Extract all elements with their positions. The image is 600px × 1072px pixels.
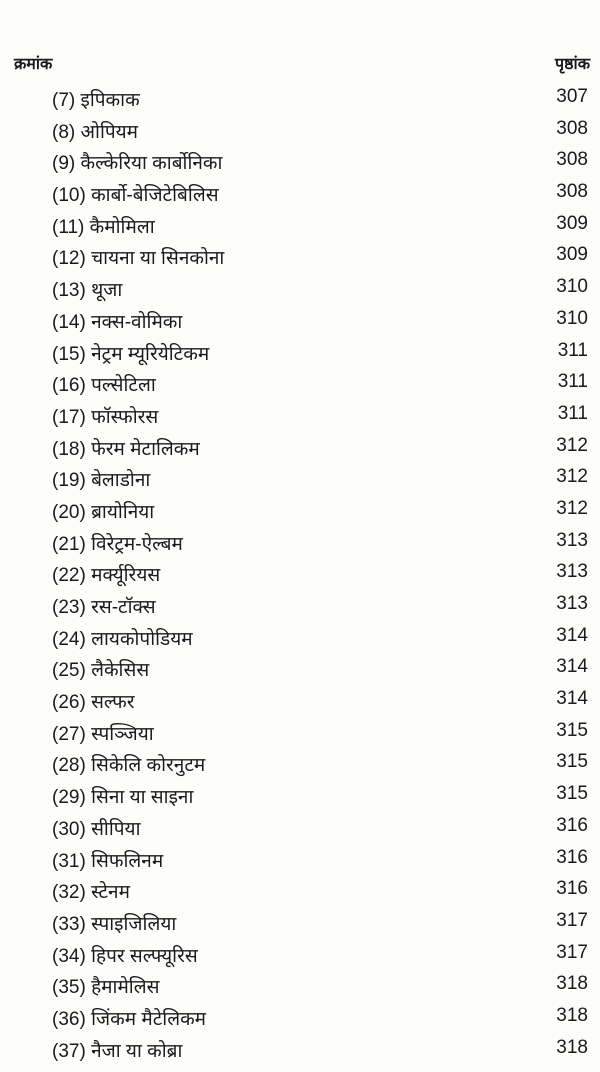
entry-number: (36)	[52, 1008, 86, 1030]
entry-name: इपिकाक	[80, 90, 140, 111]
list-item	[0, 147, 600, 179]
entry-page-number: 313	[556, 593, 588, 614]
entry-page-number: 316	[556, 878, 588, 900]
list-item	[0, 749, 600, 781]
entry-name: जिंकम मैटेलिकम	[91, 1008, 207, 1030]
entry-number: (19)	[52, 470, 86, 492]
list-item	[0, 242, 600, 274]
entry-label	[52, 149, 222, 175]
entry-page-number: 312	[556, 497, 588, 519]
serial-column-heading: क्रमांक	[14, 54, 53, 73]
list-item	[0, 464, 600, 496]
entry-name: लैकेसिस	[91, 660, 150, 682]
entry-number: (10)	[52, 185, 86, 207]
entry-number: (20)	[52, 501, 86, 523]
list-item	[0, 528, 600, 560]
entry-label	[52, 878, 130, 904]
entry-number: (15)	[52, 343, 86, 365]
entry-name: सल्फर	[91, 692, 135, 714]
entry-number: (29)	[52, 787, 86, 809]
entry-number: (11)	[52, 216, 85, 238]
list-item	[0, 940, 600, 972]
entry-page-number: 317	[556, 909, 588, 931]
list-item	[0, 306, 600, 338]
entry-number: (28)	[52, 755, 86, 777]
entry-number: (21)	[52, 533, 86, 555]
entry-number: (17)	[52, 406, 86, 428]
entry-number: (37)	[52, 1040, 86, 1062]
list-item	[0, 116, 600, 148]
entry-label	[52, 783, 193, 809]
entry-number: (30)	[52, 818, 86, 840]
entry-page-number: 311	[557, 402, 588, 424]
entry-name: बेलाडोना	[91, 470, 151, 492]
list-item	[0, 876, 600, 908]
entry-name: स्पाइजिलिया	[91, 913, 177, 935]
entry-number: (7)	[52, 90, 76, 111]
list-item	[0, 654, 600, 686]
entry-name: सिफलिनम	[91, 850, 164, 872]
entry-page-number: 308	[556, 181, 588, 203]
entry-number: (16)	[52, 375, 86, 397]
entry-name: रस-टॉक्स	[91, 597, 156, 618]
entry-page-number: 316	[556, 814, 588, 836]
entry-name: कैमोमिला	[89, 216, 155, 238]
entry-name: नेट्रम म्यूरियेटिकम	[91, 343, 210, 365]
entry-name: फॉस्फोरस	[91, 406, 159, 428]
entry-label	[52, 942, 198, 968]
list-item	[0, 179, 600, 211]
entry-page-number: 312	[556, 466, 588, 488]
entry-number: (18)	[52, 438, 86, 460]
list-item	[0, 623, 600, 655]
list-item	[0, 971, 600, 1003]
entry-number: (26)	[52, 692, 86, 714]
list-item	[0, 496, 600, 528]
list-item	[0, 369, 600, 401]
entry-label	[52, 371, 156, 397]
entry-page-number: 309	[556, 212, 588, 234]
entry-name: सिकेलि कोरनुटम	[91, 755, 206, 777]
entry-page-number: 316	[556, 846, 588, 868]
entry-number: (25)	[52, 660, 86, 682]
list-item	[0, 84, 600, 116]
index-header	[14, 52, 590, 80]
entry-name: विरेट्रम-ऐल्बम	[91, 533, 183, 555]
entry-label	[52, 276, 122, 302]
entry-name: नैजा या कोब्रा	[91, 1040, 183, 1062]
entry-page-number: 311	[557, 371, 588, 393]
list-item	[0, 1035, 600, 1067]
entry-label	[52, 213, 155, 239]
list-item	[0, 1003, 600, 1035]
entry-page-number: 313	[556, 561, 588, 583]
entry-number: (13)	[52, 280, 86, 302]
entry-number: (33)	[52, 913, 86, 935]
entry-number: (32)	[52, 882, 86, 904]
entry-label	[52, 308, 182, 334]
entry-page-number: 310	[556, 307, 588, 329]
entry-label	[52, 847, 163, 873]
entry-number: (24)	[52, 628, 86, 650]
list-item	[0, 781, 600, 813]
list-item	[0, 338, 600, 370]
list-item	[0, 845, 600, 877]
entry-label	[52, 530, 183, 556]
entry-label	[52, 593, 156, 619]
entry-number: (8)	[52, 121, 76, 143]
entry-label	[52, 498, 154, 524]
entry-page-number: 312	[556, 434, 588, 456]
entry-name: थूजा	[91, 280, 123, 302]
entry-page-number: 317	[556, 941, 588, 963]
entry-page-number: 311	[557, 339, 588, 361]
list-item	[0, 686, 600, 718]
entry-name: पल्सेटिला	[91, 375, 156, 397]
entry-label	[52, 815, 141, 841]
entry-label	[52, 656, 149, 682]
list-item	[0, 908, 600, 940]
list-item	[0, 211, 600, 243]
page-column-heading: पृष्ठांक	[555, 54, 590, 73]
entry-name: सिना या साइना	[91, 787, 194, 809]
entry-name: स्पञ्जिया	[91, 723, 154, 745]
entry-name: ब्रायोनिया	[91, 501, 155, 523]
entry-name: चायना या सिनकोना	[91, 248, 225, 270]
entry-name: ओपियम	[80, 121, 139, 143]
entry-label	[52, 181, 219, 207]
list-item	[0, 813, 600, 845]
entry-number: (22)	[52, 565, 86, 587]
entry-number: (12)	[52, 248, 86, 270]
entry-page-number: 308	[556, 117, 588, 139]
entry-label	[52, 86, 140, 112]
entry-number: (31)	[52, 850, 86, 872]
entry-name: स्टेनम	[91, 882, 130, 904]
entry-page-number: 309	[556, 244, 588, 266]
entry-label	[52, 118, 138, 144]
entry-page-number: 308	[556, 149, 588, 171]
entry-page-number: 307	[556, 86, 588, 107]
entry-label	[52, 244, 224, 270]
entry-label	[52, 435, 200, 461]
entry-page-number: 314	[556, 624, 588, 646]
entry-label	[52, 403, 158, 429]
entry-name: हिपर सल्फ्यूरिस	[91, 945, 198, 967]
entry-number: (23)	[52, 597, 86, 618]
entry-label	[52, 910, 176, 936]
entry-page-number: 310	[556, 276, 588, 298]
entry-number: (14)	[52, 311, 86, 333]
entry-label	[52, 688, 135, 714]
entry-number: (9)	[52, 153, 76, 175]
entry-label	[52, 751, 205, 777]
list-item	[0, 718, 600, 750]
entry-number: (27)	[52, 723, 86, 745]
list-item	[0, 433, 600, 465]
entry-label	[52, 1005, 206, 1031]
entry-page-number: 315	[556, 783, 588, 805]
index-list	[0, 84, 600, 1066]
entry-name: मर्क्यूरियस	[91, 565, 161, 587]
entry-number: (35)	[52, 977, 86, 999]
entry-page-number: 315	[556, 751, 588, 773]
entry-label	[52, 1037, 182, 1063]
list-item	[0, 559, 600, 591]
list-item	[0, 274, 600, 306]
entry-name: लायकोपोडियम	[91, 628, 193, 650]
entry-name: कार्बो-बेजिटेबिलिस	[91, 185, 219, 207]
entry-label	[52, 973, 159, 999]
entry-name: फेरम मेटालिकम	[91, 438, 200, 460]
entry-number: (34)	[52, 945, 86, 967]
entry-name: हैमामेलिस	[91, 977, 160, 999]
entry-label	[52, 561, 160, 587]
entry-page-number: 318	[556, 1036, 588, 1058]
entry-page-number: 318	[556, 1004, 588, 1026]
entry-page-number: 318	[556, 973, 588, 995]
entry-label	[52, 625, 193, 651]
entry-page-number: 315	[556, 719, 588, 741]
entry-page-number: 314	[556, 656, 588, 678]
list-item	[0, 401, 600, 433]
entry-name: नक्स-वोमिका	[91, 311, 183, 333]
entry-name: सीपिया	[91, 818, 141, 840]
entry-label	[52, 466, 150, 492]
entry-page-number: 314	[556, 688, 588, 710]
list-item	[0, 591, 600, 623]
entry-label	[52, 340, 209, 366]
entry-page-number: 313	[556, 529, 588, 551]
entry-name: कैल्केरिया कार्बोनिका	[80, 153, 223, 175]
entry-label	[52, 720, 154, 746]
